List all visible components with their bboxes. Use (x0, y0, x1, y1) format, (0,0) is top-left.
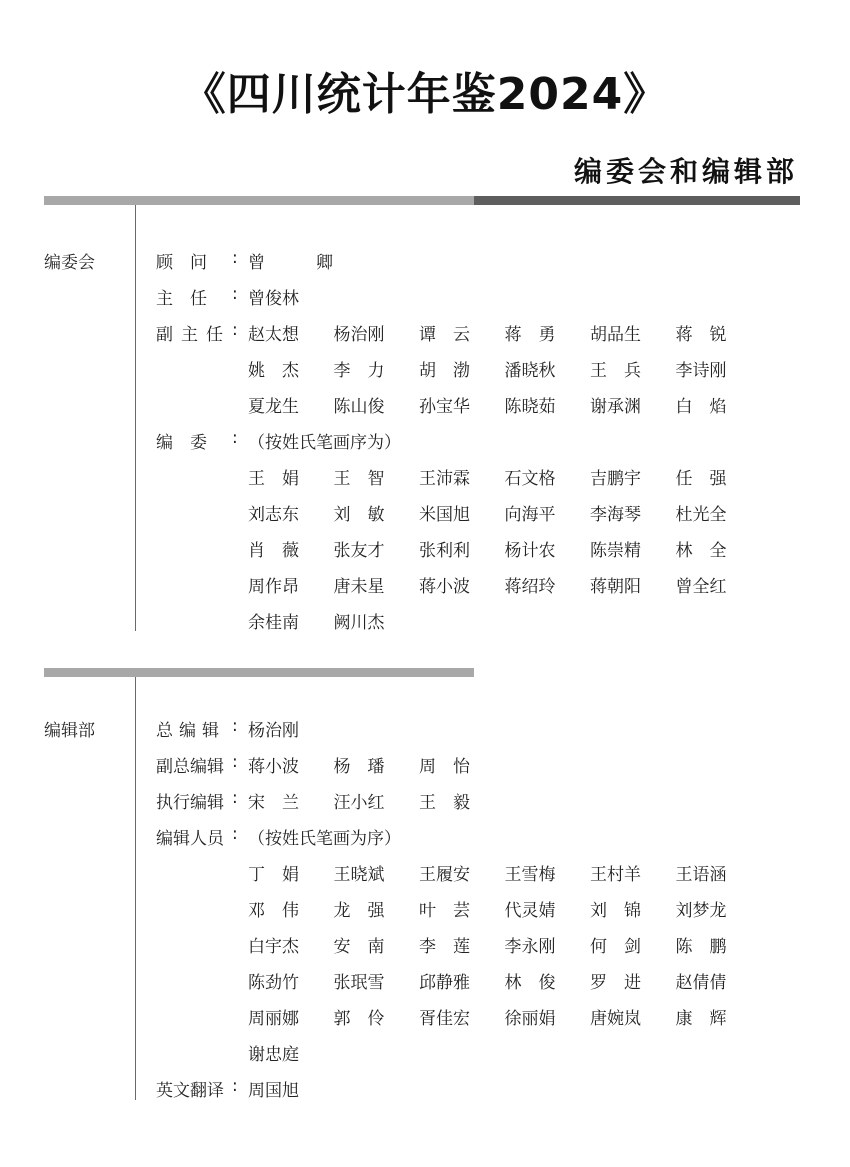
person-name: 吉鹏宇 (590, 469, 641, 489)
chief-label: 总编辑 (156, 721, 225, 741)
person-name: 王沛霖 (419, 469, 470, 489)
person-name: 龙 强 (333, 901, 385, 921)
person-name: 张友才 (333, 541, 385, 561)
person-name: 曾全红 (675, 577, 727, 597)
person-name: 白宇杰 (248, 937, 299, 957)
person-name: 陈晓茹 (504, 397, 556, 417)
person-name: 蒋绍玲 (504, 577, 556, 597)
advisor-name: 曾 卿 (248, 253, 350, 273)
person-name: 刘梦龙 (675, 901, 727, 921)
board-section-label: 编委会 (44, 253, 95, 273)
section-heading: 编委会和编辑部 (573, 155, 798, 188)
person-name: 杨 璠 (333, 757, 385, 777)
director-name: 曾俊林 (248, 289, 299, 309)
person-name: 阙川杰 (333, 613, 385, 633)
person-name: 谢忠庭 (248, 1045, 299, 1065)
staff-label: 编辑人员 (156, 829, 224, 849)
person-name: 陈崇精 (590, 541, 641, 561)
person-name: 李 力 (333, 361, 385, 381)
chief-name: 杨治刚 (248, 721, 299, 741)
advisor-label: 顾 问 (156, 253, 207, 273)
person-name: 安 南 (333, 937, 385, 957)
members-label: 编 委 (156, 433, 207, 453)
person-name: 王语涵 (675, 865, 727, 885)
person-name: 张珉雪 (333, 973, 385, 993)
divider-bar-light (44, 668, 474, 677)
deputy-label: 副主任 (156, 325, 231, 345)
person-name: 胡品生 (590, 325, 641, 345)
person-name: 王 智 (333, 469, 385, 489)
person-name: 王 兵 (590, 361, 641, 381)
person-name: 蒋朝阳 (590, 577, 641, 597)
person-name: 刘 锦 (590, 901, 641, 921)
person-name: 唐婉岚 (590, 1009, 641, 1029)
person-name: 夏龙生 (248, 397, 299, 417)
person-name: 向海平 (504, 505, 556, 525)
director-label: 主 任 (156, 289, 207, 309)
person-name: 刘 敏 (333, 505, 385, 525)
person-name: 丁 娟 (248, 865, 299, 885)
person-name: 唐未星 (333, 577, 385, 597)
person-name: 王雪梅 (504, 865, 556, 885)
person-name: 王履安 (419, 865, 470, 885)
person-name: 王 娟 (248, 469, 299, 489)
person-name: 陈 鹏 (675, 937, 727, 957)
divider-bar-dark (474, 196, 800, 205)
person-name: 周 怡 (419, 757, 470, 777)
person-name: 蒋 锐 (675, 325, 727, 345)
divider-bar-light (44, 196, 474, 205)
person-name: 汪小红 (333, 793, 385, 813)
person-name: 陈劲竹 (248, 973, 299, 993)
person-name: 肖 薇 (248, 541, 299, 561)
vertical-rule (135, 677, 136, 1100)
person-name: 刘志东 (248, 505, 299, 525)
person-name: 王晓斌 (333, 865, 385, 885)
person-name: 潘晓秋 (504, 361, 556, 381)
person-name: 邓 伟 (248, 901, 299, 921)
person-name: 李 莲 (419, 937, 470, 957)
translator-label: 英文翻译 (156, 1081, 224, 1101)
person-name: 宋 兰 (248, 793, 299, 813)
person-name: 赵太想 (248, 325, 299, 345)
vertical-rule (135, 205, 136, 631)
person-name: 王村羊 (590, 865, 641, 885)
person-name: 李诗刚 (675, 361, 727, 381)
person-name: 叶 芸 (419, 901, 470, 921)
person-name: 陈山俊 (333, 397, 385, 417)
person-name: 林 全 (675, 541, 727, 561)
person-name: 白 焰 (675, 397, 727, 417)
person-name: 蒋 勇 (504, 325, 556, 345)
person-name: 林 俊 (504, 973, 556, 993)
person-name: 杨治刚 (333, 325, 385, 345)
deputy-chief-label: 副总编辑 (156, 757, 224, 777)
person-name: 姚 杰 (248, 361, 299, 381)
person-name: 李海琴 (590, 505, 641, 525)
person-name: 米国旭 (419, 505, 470, 525)
person-name: 代灵婧 (504, 901, 556, 921)
person-name: 周作昂 (248, 577, 299, 597)
staff-note: （按姓氏笔画为序） (248, 829, 401, 849)
person-name: 谭 云 (419, 325, 470, 345)
members-note: （按姓氏笔画序为） (248, 433, 401, 453)
person-name: 杨计农 (504, 541, 556, 561)
person-name: 蒋小波 (419, 577, 470, 597)
person-name: 胡 渤 (419, 361, 470, 381)
person-name: 赵倩倩 (675, 973, 727, 993)
person-name: 杜光全 (675, 505, 727, 525)
person-name: 余桂南 (248, 613, 299, 633)
person-name: 石文格 (504, 469, 556, 489)
person-name: 郭 伶 (333, 1009, 385, 1029)
translator-name: 周国旭 (248, 1081, 299, 1101)
person-name: 谢承渊 (590, 397, 641, 417)
person-name: 张利利 (419, 541, 470, 561)
page-title: 《四川统计年鉴2024》 (181, 69, 669, 120)
person-name: 王 毅 (419, 793, 470, 813)
person-name: 李永刚 (504, 937, 556, 957)
person-name: 蒋小波 (248, 757, 299, 777)
person-name: 邱静雅 (419, 973, 470, 993)
person-name: 胥佳宏 (419, 1009, 470, 1029)
person-name: 周丽娜 (248, 1009, 299, 1029)
editorial-section-label: 编辑部 (44, 721, 95, 741)
person-name: 徐丽娟 (504, 1009, 556, 1029)
person-name: 孙宝华 (419, 397, 470, 417)
person-name: 何 剑 (590, 937, 641, 957)
person-name: 任 强 (675, 469, 727, 489)
person-name: 罗 进 (590, 973, 641, 993)
executive-label: 执行编辑 (156, 793, 224, 813)
person-name: 康 辉 (675, 1009, 727, 1029)
